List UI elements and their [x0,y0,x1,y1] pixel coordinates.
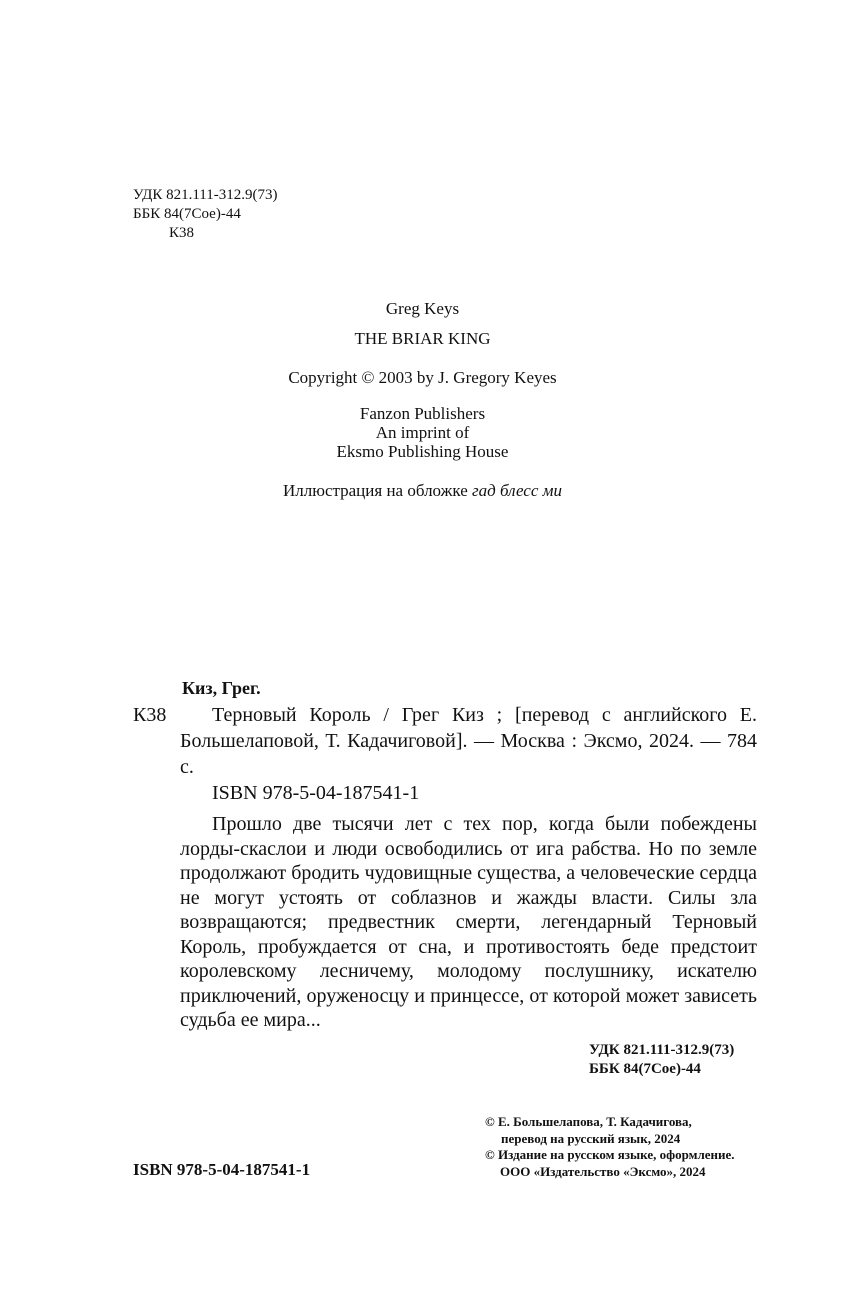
original-title: THE BRIAR KING [354,329,491,348]
bottom-bbk-code: ББК 84(7Сое)-44 [589,1061,701,1077]
illustration-credit [0,481,845,500]
publisher-line-3: Eksmo Publishing House [336,442,509,461]
bib-isbn: ISBN 978-5-04-187541-1 [212,782,420,804]
original-copyright: Copyright © 2003 by J. Gregory Keyes [288,368,557,387]
annotation: Прошло две тысячи лет с тех пор, когда были побеждены лорды-скаслои и люди освободились от ига рабства. Но по земле продолжают бродить чудовищные существа, а человеческие сердца не могут устоять от соблазнов и жажды власти. Силы зла возвращаются; предвестник смерти, легендарный Терновый Король, пробуждается от сна, и противостоять беде предстоит королевскому лесничему, молодому послушнику, искателю приключений, оруженосцу и принцессе, от которой может зависеть судьба ее мира... [180,813,757,1031]
publisher-line-2: An imprint of [375,423,470,442]
bottom-classification-codes [589,1041,734,1079]
bottom-udk-code: УДК 821.111-312.9(73) [589,1042,735,1058]
copyright-line-1: © Е. Большелапова, Т. Кадачигова, [485,1114,692,1129]
bbk-code: ББК 84(7Сое)-44 [133,206,241,222]
illustration-label: Иллюстрация на обложке [283,481,473,500]
udk-code: УДК 821.111-312.9(73) [133,187,278,203]
illustration-artist: гад блесс ми [472,481,562,500]
copyright-line-3: © Издание на русском языке, оформление. [485,1147,735,1162]
copyright-notices [485,1114,735,1180]
bib-author-mark: К38 [133,704,167,726]
copyright-line-4: ООО «Издательство «Эксмо», 2024 [500,1163,706,1179]
author-mark: К38 [169,225,195,241]
bib-entry-text: Терновый Король / Грег Киз ; [перевод с английского Е. Большелаповой, Т. Кадачиговой]. — Москва : Эксмо, 2024. — 784 с. [180,704,757,778]
original-author: Greg Keys [385,299,460,318]
copyright-line-2: перевод на русский язык, 2024 [501,1130,681,1146]
publisher-line-1: Fanzon Publishers [359,404,486,423]
top-classification-codes [133,186,277,243]
publisher-block [0,404,845,461]
isbn-bottom: ISBN 978-5-04-187541-1 [133,1160,311,1179]
bib-entry [180,702,757,780]
bib-author-heading: Киз, Грег. [182,678,261,698]
